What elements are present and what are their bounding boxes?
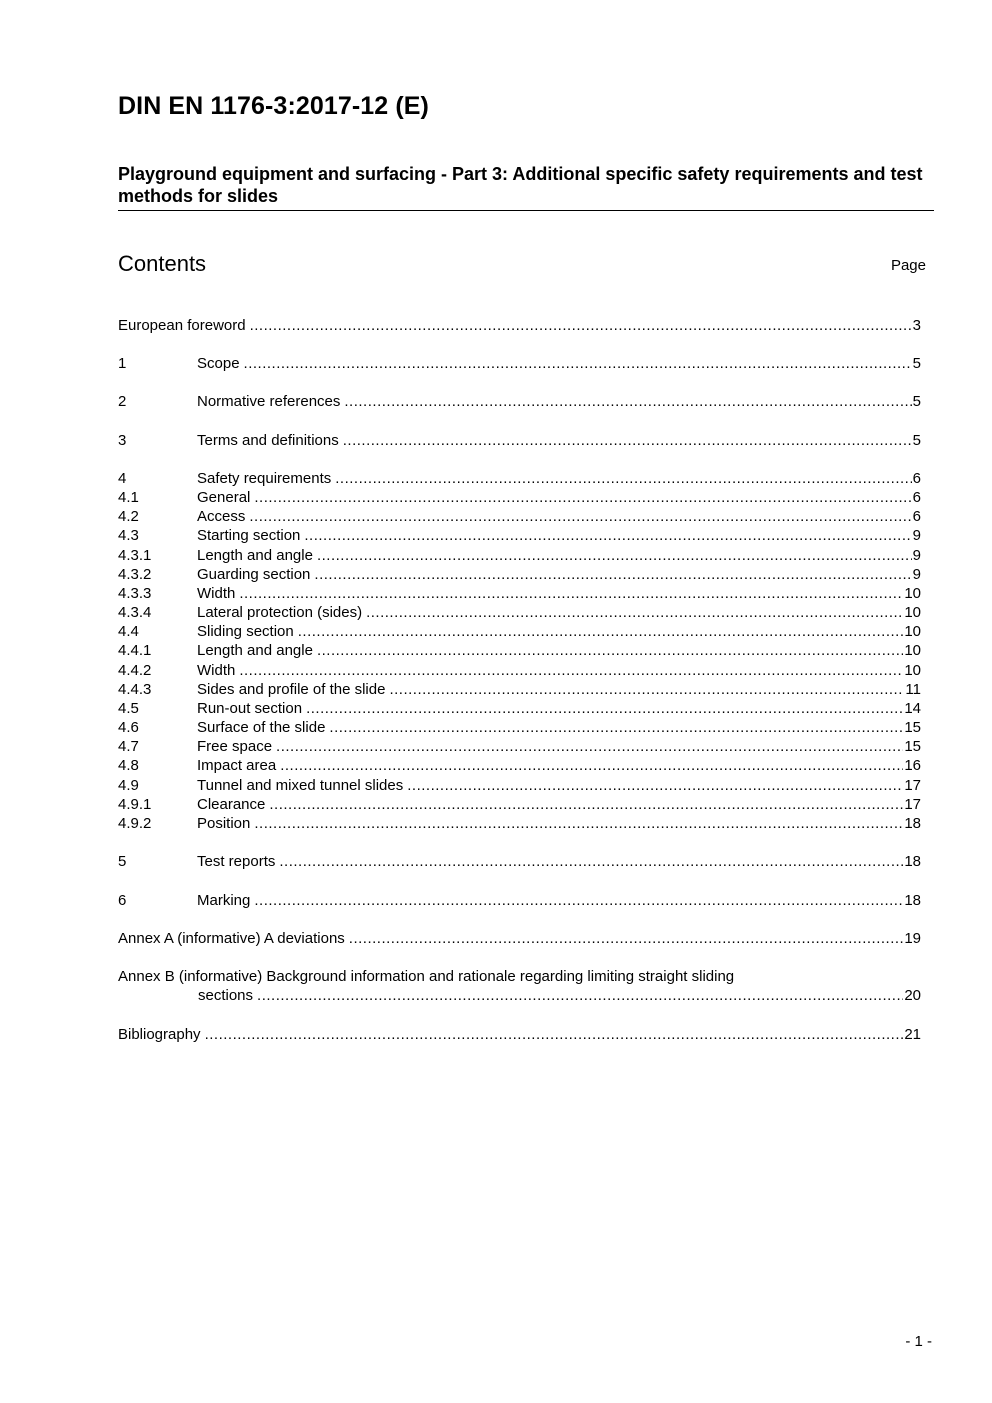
toc-entry[interactable]	[118, 507, 921, 526]
toc-entry-page: 19	[904, 930, 921, 947]
toc-entry-text: Normative references	[197, 393, 341, 410]
toc-leader-dots	[343, 431, 912, 450]
toc-entry-text: Lateral protection (sides)	[197, 604, 363, 621]
toc-entry-text: Position	[197, 815, 251, 832]
toc-entry-number: 4.3	[118, 527, 139, 544]
toc-entry[interactable]	[118, 641, 921, 660]
toc-entry-text: Access	[197, 508, 246, 525]
toc-entry[interactable]	[118, 526, 921, 545]
toc-entry[interactable]	[118, 622, 921, 641]
toc-entry-text: Tunnel and mixed tunnel slides	[197, 777, 404, 794]
toc-entry-page: 6	[912, 508, 921, 525]
toc-entry[interactable]	[118, 431, 921, 450]
toc-leader-dots	[239, 661, 903, 680]
toc-entry-page: 6	[912, 470, 921, 487]
toc-leader-dots	[317, 641, 903, 660]
toc-entry-page: 10	[904, 585, 921, 602]
contents-heading: Contents	[118, 251, 207, 276]
toc-leader-dots	[407, 776, 903, 795]
toc-entry[interactable]	[118, 661, 921, 680]
toc-entry-page: 18	[904, 892, 921, 909]
toc-entry[interactable]	[118, 680, 921, 699]
toc-entry-text: Annex A (informative) A deviations	[118, 930, 345, 947]
toc-entry[interactable]	[118, 316, 921, 335]
footer-page-number: - 1 -	[905, 1333, 932, 1350]
toc-entry[interactable]	[118, 718, 921, 737]
toc-entry-number: 3	[118, 432, 127, 449]
toc-leader-dots	[249, 507, 911, 526]
toc-entry-text: Length and angle	[197, 642, 313, 659]
toc-entry-text: Width	[197, 585, 236, 602]
toc-entry-number: 4.8	[118, 757, 139, 774]
toc-entry-number: 4.3.2	[118, 566, 152, 583]
toc-leader-dots	[254, 891, 903, 910]
toc-entry[interactable]	[118, 795, 921, 814]
toc-entry-page: 9	[912, 527, 921, 544]
toc-entry-text: Test reports	[197, 853, 276, 870]
toc-entry-page: 5	[912, 432, 921, 449]
toc-leader-dots	[244, 354, 912, 373]
toc-entry-number: 4.4.3	[118, 681, 152, 698]
toc-leader-dots	[298, 622, 904, 641]
toc-entry-text: Sliding section	[197, 623, 294, 640]
toc-entry-page: 10	[904, 662, 921, 679]
toc-entry-page: 11	[905, 681, 921, 698]
toc-entry-text: Scope	[197, 355, 240, 372]
toc-entry-text: Free space	[197, 738, 273, 755]
toc-leader-dots	[257, 986, 903, 1005]
toc-entry-number: 4.6	[118, 719, 139, 736]
toc-entry-number: 2	[118, 393, 127, 410]
toc-entry-number: 4.9.2	[118, 815, 152, 832]
toc-entry[interactable]	[118, 814, 921, 833]
toc-entry-page: 15	[904, 719, 921, 736]
toc-entry-page: 20	[904, 987, 921, 1004]
toc-entry[interactable]	[118, 392, 921, 411]
toc-entry-text: Surface of the slide	[197, 719, 326, 736]
toc-entry-page: 5	[912, 393, 921, 410]
toc-entry[interactable]	[118, 603, 921, 622]
toc-entry-page: 21	[904, 1026, 921, 1043]
toc-entry[interactable]	[118, 565, 921, 584]
toc-leader-dots	[250, 316, 912, 335]
toc-entry-page: 3	[912, 317, 921, 334]
toc-entry[interactable]	[118, 546, 921, 565]
toc-entry[interactable]	[118, 584, 921, 603]
toc-entry-text: sections	[198, 987, 254, 1004]
toc-entry-text: Length and angle	[197, 547, 313, 564]
toc-entry-page: 16	[904, 757, 921, 774]
toc-leader-dots	[389, 680, 904, 699]
toc-entry-number: 4.9.1	[118, 796, 152, 813]
toc-entry-number: 4	[118, 470, 127, 487]
toc-leader-dots	[306, 699, 903, 718]
toc-leader-dots	[254, 814, 903, 833]
toc-leader-dots	[205, 1025, 904, 1044]
toc-entry-text: Marking	[197, 892, 251, 909]
toc-entry-page: 14	[904, 700, 921, 717]
toc-entry-text: Terms and definitions	[197, 432, 339, 449]
toc-entry-page: 15	[904, 738, 921, 755]
toc-entry-number: 4.1	[118, 489, 139, 506]
toc-entry-number: 4.5	[118, 700, 139, 717]
toc-entry-text: Bibliography	[118, 1026, 201, 1043]
toc-entry[interactable]	[118, 469, 921, 488]
toc-entry[interactable]	[118, 737, 921, 756]
toc-entry-number: 4.4.1	[118, 642, 152, 659]
toc-entry-page: 17	[904, 777, 921, 794]
toc-entry-number: 4.3.1	[118, 547, 152, 564]
toc-entry-text: Starting section	[197, 527, 301, 544]
document-title: Playground equipment and surfacing - Part 3: Additional specific safety requirements and test methods for slides	[118, 164, 923, 206]
toc-entry-page: 17	[904, 796, 921, 813]
toc-entry-text: Run-out section	[197, 700, 303, 717]
toc-entry-page: 18	[904, 815, 921, 832]
toc-entry-page: 10	[904, 604, 921, 621]
toc-entry-text: Safety requirements	[197, 470, 332, 487]
toc-entry-page: 9	[912, 566, 921, 583]
toc-entry-number: 4.7	[118, 738, 139, 755]
toc-leader-dots	[280, 756, 903, 775]
toc-entry[interactable]	[118, 852, 921, 871]
toc-entry-text[interactable]: Annex B (informative) Background information and rationale regarding limiting straight sliding	[118, 968, 735, 985]
toc-entry-number: 4.2	[118, 508, 139, 525]
toc-leader-dots	[317, 546, 912, 565]
toc-leader-dots	[366, 603, 903, 622]
title-rule	[118, 210, 934, 211]
toc-entry-text: Guarding section	[197, 566, 311, 583]
toc-entry[interactable]	[118, 354, 921, 373]
toc-entry-page: 5	[912, 355, 921, 372]
toc-leader-dots	[344, 392, 911, 411]
toc-leader-dots	[329, 718, 903, 737]
toc-entry-text: European foreword	[118, 317, 246, 334]
toc-entry-page: 18	[904, 853, 921, 870]
toc-entry-number: 4.3.3	[118, 585, 152, 602]
toc-entry-page: 10	[904, 623, 921, 640]
toc-entry-page: 6	[912, 489, 921, 506]
toc-entry[interactable]	[118, 756, 921, 775]
toc-leader-dots	[349, 929, 904, 948]
toc-leader-dots	[314, 565, 911, 584]
toc-entry-number: 4.4.2	[118, 662, 152, 679]
toc-entry[interactable]	[118, 929, 921, 948]
toc-entry-number: 4.3.4	[118, 604, 152, 621]
toc-entry-number: 4.4	[118, 623, 139, 640]
toc-leader-dots	[276, 737, 903, 756]
document-id: DIN EN 1176-3:2017-12 (E)	[118, 92, 429, 120]
toc-entry-text: Width	[197, 662, 236, 679]
toc-entry-number: 4.9	[118, 777, 139, 794]
toc-leader-dots	[335, 469, 911, 488]
toc-leader-dots	[279, 852, 903, 871]
page-column-label: Page	[890, 257, 926, 274]
toc-entry-text: Sides and profile of the slide	[197, 681, 386, 698]
toc-entry-text: Clearance	[197, 796, 266, 813]
toc-entry[interactable]	[118, 488, 921, 507]
toc-entry[interactable]	[118, 1025, 921, 1044]
toc-leader-dots	[254, 488, 911, 507]
toc-entry[interactable]	[118, 776, 921, 795]
toc-entry[interactable]	[118, 699, 921, 718]
toc-entry-number: 5	[118, 853, 127, 870]
toc-entry-number: 1	[118, 355, 127, 372]
toc-leader-dots	[239, 584, 903, 603]
toc-entry-number: 6	[118, 892, 127, 909]
toc-entry-page: 10	[904, 642, 921, 659]
toc-entry[interactable]	[118, 891, 921, 910]
toc-entry-page: 9	[912, 547, 921, 564]
toc-leader-dots	[304, 526, 911, 545]
toc-entry-text: Impact area	[197, 757, 277, 774]
toc-leader-dots	[269, 795, 903, 814]
toc-entry[interactable]	[118, 986, 921, 1005]
toc-entry-text: General	[197, 489, 251, 506]
